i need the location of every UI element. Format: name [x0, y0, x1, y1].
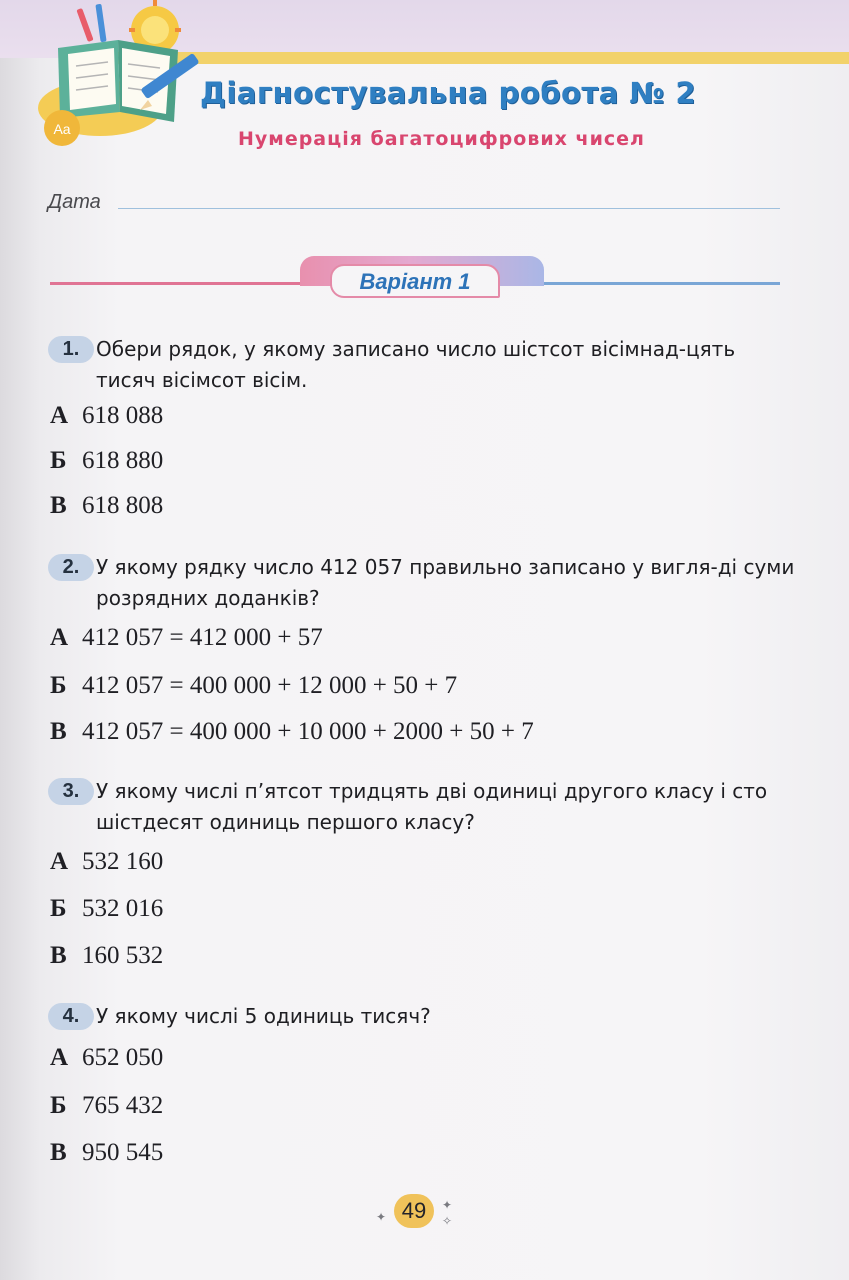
option-letter: Б — [50, 1092, 67, 1119]
question-text: У якому числі 5 одиниць тисяч? — [96, 1004, 431, 1028]
option-text: 412 057 = 400 000 + 10 000 + 2000 + 50 + 7 — [82, 718, 534, 745]
option-text: 160 532 — [82, 942, 164, 969]
option-letter: В — [50, 492, 67, 519]
sparkle-icon: ✦ — [376, 1210, 387, 1224]
variant-tab — [330, 264, 500, 298]
question-number-badge: 2. — [48, 554, 94, 581]
option-text: 618 088 — [82, 402, 164, 429]
question-text: У якому числі п’ятсот тридцять дві одиниці другого класу і сто шістдесят одиниць першого класу? — [96, 779, 768, 834]
answer-option[interactable] — [50, 718, 534, 746]
option-letter: Б — [50, 895, 67, 922]
page-number: 49 — [394, 1194, 434, 1228]
option-text: 765 432 — [82, 1092, 164, 1119]
answer-option[interactable] — [50, 942, 163, 970]
option-letter: А — [50, 1044, 69, 1071]
option-text: 652 050 — [82, 1044, 164, 1071]
option-letter: Б — [50, 447, 67, 474]
option-letter: В — [50, 1139, 67, 1166]
variant-divider-left — [50, 282, 340, 285]
question-number-badge: 4. — [48, 1003, 94, 1030]
answer-option[interactable] — [50, 848, 163, 876]
question-text: У якому рядку число 412 057 правильно записано у вигля-ді суми розрядних доданків? — [96, 555, 795, 610]
answer-option[interactable] — [50, 1092, 163, 1120]
option-letter: В — [50, 942, 67, 969]
answer-option[interactable] — [50, 492, 163, 520]
date-input-line[interactable] — [118, 208, 780, 209]
option-text: 532 160 — [82, 848, 164, 875]
answer-option[interactable] — [50, 1139, 163, 1167]
answer-option[interactable] — [50, 402, 163, 430]
question-text: Обери рядок, у якому записано число шістсот вісімнад-цять тисяч вісімсот вісім. — [96, 337, 736, 392]
option-letter: А — [50, 624, 69, 651]
sparkle-icon: ✦ — [442, 1198, 453, 1212]
option-letter: А — [50, 848, 69, 875]
page-subtitle: Нумерація багатоцифрових чисел — [238, 128, 645, 150]
answer-option[interactable] — [50, 895, 163, 923]
answer-option[interactable] — [50, 1044, 163, 1072]
option-text: 618 880 — [82, 447, 164, 474]
option-text: 412 057 = 400 000 + 12 000 + 50 + 7 — [82, 672, 458, 699]
option-text: 532 016 — [82, 895, 164, 922]
logo-letters: Aa — [53, 121, 71, 137]
sparkle-icon: ✧ — [442, 1214, 453, 1228]
option-letter: В — [50, 718, 67, 745]
question-number-badge: 3. — [48, 778, 94, 805]
book-illustration — [30, 0, 200, 150]
answer-option[interactable] — [50, 624, 323, 652]
option-text: 412 057 = 412 000 + 57 — [82, 624, 323, 651]
option-text: 950 545 — [82, 1139, 164, 1166]
answer-option[interactable] — [50, 672, 457, 700]
option-text: 618 808 — [82, 492, 164, 519]
option-letter: А — [50, 402, 69, 429]
variant-label: Варіант 1 — [359, 269, 471, 294]
date-label: Дата — [48, 191, 101, 213]
page-title: Діагностувальна робота № 2 — [200, 76, 697, 110]
answer-option[interactable] — [50, 447, 163, 475]
option-letter: Б — [50, 672, 67, 699]
question-number-badge: 1. — [48, 336, 94, 363]
